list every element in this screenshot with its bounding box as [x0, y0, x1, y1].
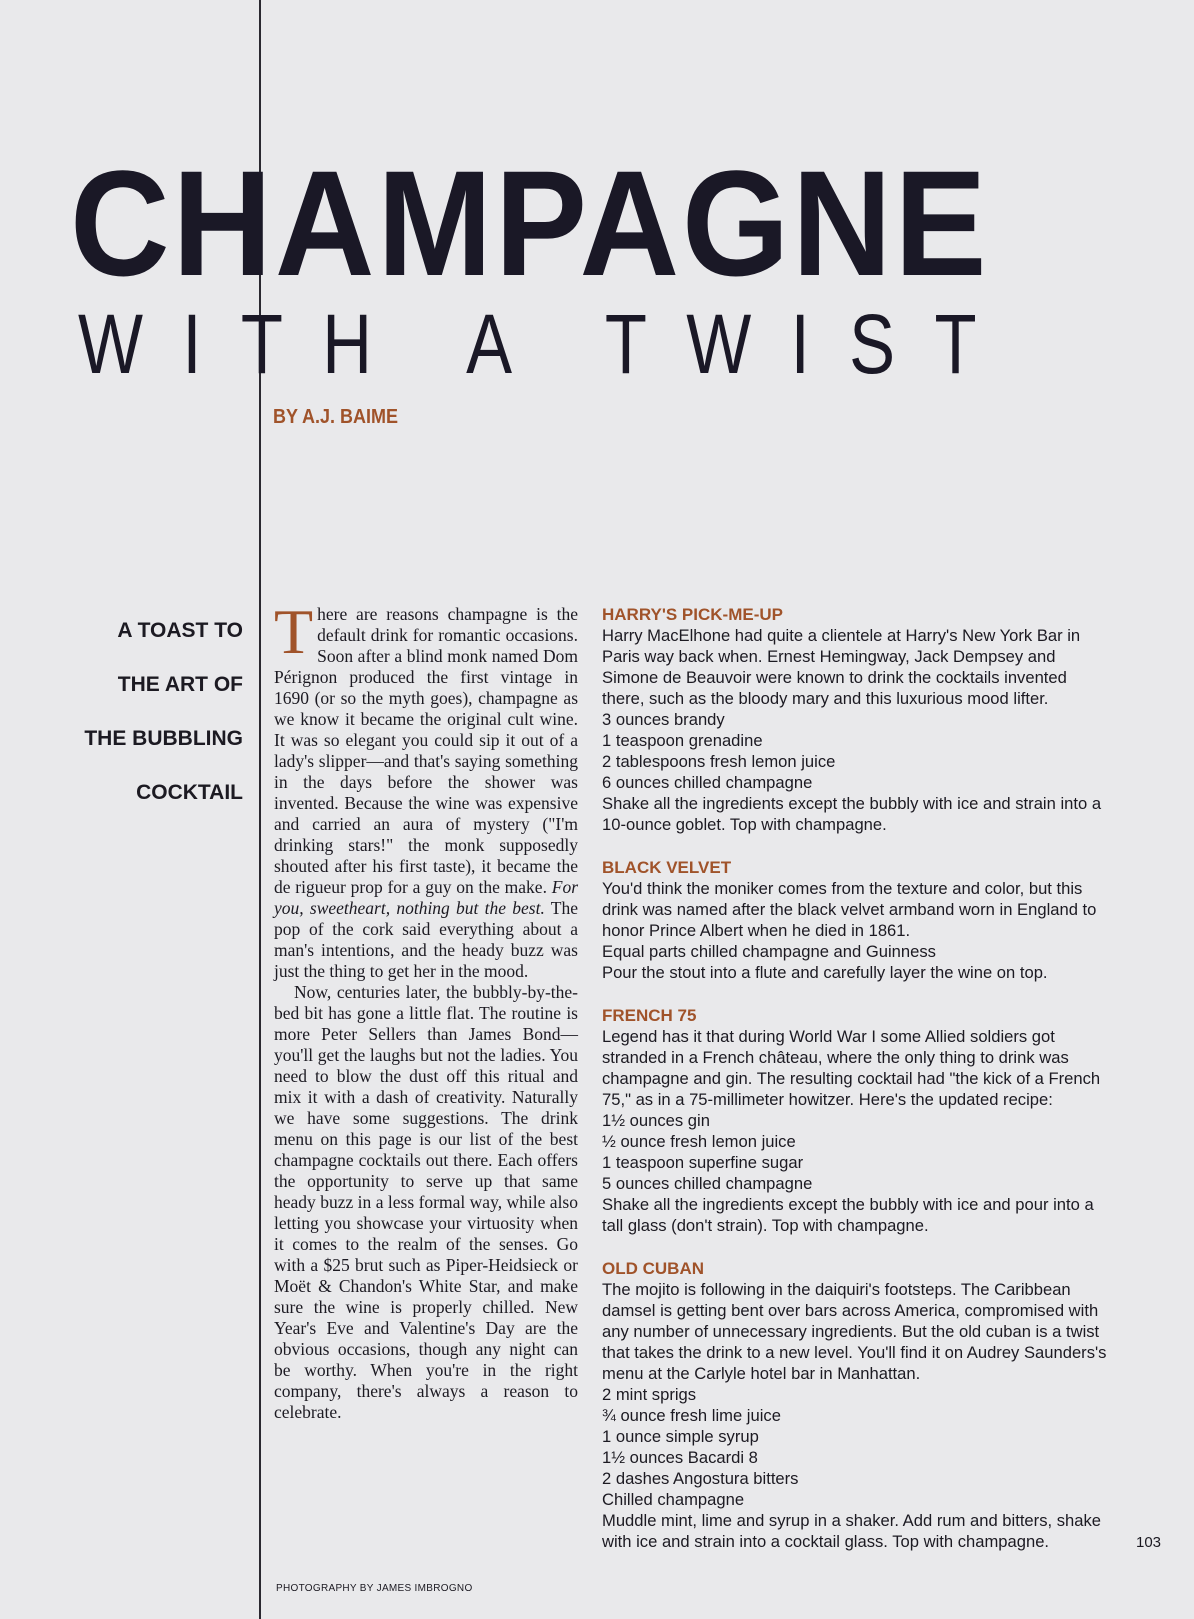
ingredient: ¾ ounce fresh lime juice	[602, 1406, 781, 1425]
recipe-title: BLACK VELVET	[602, 858, 732, 877]
subheadline: WITH A TWIST	[78, 297, 1016, 391]
deck-line: COCKTAIL	[136, 781, 243, 804]
ingredient: 6 ounces chilled champagne	[602, 773, 813, 792]
ingredient-list	[602, 709, 1107, 793]
recipe	[602, 1005, 1107, 1236]
ingredient: 1½ ounces gin	[602, 1111, 710, 1130]
recipe-intro: Harry MacElhone had quite a clientele at Harry's New York Bar in Paris way back when. Ernest Hemingway, Jack Dempsey and Simone de Beauvoir were known to drink the cocktails invented there, such as the bloody mary and this luxurious mood lifter.	[602, 626, 1081, 708]
ingredient: 2 dashes Angostura bitters	[602, 1469, 799, 1488]
paragraph-text: here are reasons champagne is the default drink for romantic occasions. Soon after a blind monk named Dom Pérignon produced the first vintage in 1690 (or so the myth goes), champagne as we know it became the original cult wine. It was so elegant you could sip it out of a lady's slipper—and that's saying something in the days before the shower was invented. Because the wine was expensive and carried an aura of mystery ("I'm drinking stars!" the monk supposedly shouted after his first taste), it became the de rigueur prop for a guy on the make.	[274, 604, 578, 897]
recipe-column	[602, 604, 1107, 1574]
recipe-intro: Legend has it that during World War I some Allied soldiers got stranded in a French château, where the only thing to drink was champagne and gin. The resulting cocktail had "the kick of a French 75," as in a 75-millimeter howitzer. Here's the updated recipe:	[602, 1027, 1101, 1109]
paragraph: Now, centuries later, the bubbly-by-the-bed bit has gone a little flat. The routine is more Peter Sellers than James Bond—you'll get the laughs but not the ladies. You need to blow the dust off this ritual and mix it with a dash of creativity. Naturally we have some suggestions. The drink menu on this page is our list of the best champagne cocktails out there. Each offers the opportunity to serve up that same heady buzz in a less formal way, while also letting you showcase your virtuosity when it comes to the realm of the senses. Go with a $25 brut such as Piper-Heidsieck or Moët & Chandon's White Star, and make sure the wine is properly chilled. New Year's Eve and Valentine's Day are the obvious occasions, though any night can be worthy. When you're in the right company, there's always a reason to celebrate.	[274, 982, 578, 1422]
recipe	[602, 604, 1107, 835]
ingredient-list	[602, 941, 1107, 962]
ingredient: ½ ounce fresh lemon juice	[602, 1132, 796, 1151]
ingredient: 1 teaspoon superfine sugar	[602, 1153, 804, 1172]
italic-quote: For you, sweetheart, nothing but the best.	[274, 877, 578, 918]
photo-credit: PHOTOGRAPHY BY JAMES IMBROGNO	[276, 1583, 473, 1594]
recipe-intro: You'd think the moniker comes from the texture and color, but this drink was named after the black velvet armband worn in England to honor Prince Albert when he died in 1861.	[602, 879, 1097, 940]
ingredient: Chilled champagne	[602, 1490, 745, 1509]
ingredient: 1½ ounces Bacardi 8	[602, 1448, 758, 1467]
ingredient-list	[602, 1110, 1107, 1194]
recipe-title: OLD CUBAN	[602, 1259, 704, 1278]
recipe	[602, 1258, 1107, 1552]
recipe-method: Shake all the ingredients except the bubbly with ice and strain into a 10-ounce goblet. Top with champagne.	[602, 794, 1102, 834]
recipe-method: Muddle mint, lime and syrup in a shaker. Add rum and bitters, shake with ice and strain into a cocktail glass. Top with champagne.	[602, 1511, 1101, 1551]
page-number: 103	[1136, 1534, 1162, 1551]
article-body	[274, 596, 578, 1423]
recipe	[602, 857, 1107, 983]
headline: CHAMPAGNE	[70, 139, 990, 307]
ingredient: Equal parts chilled champagne and Guinness	[602, 942, 936, 961]
ingredient: 5 ounces chilled champagne	[602, 1174, 813, 1193]
ingredient: 2 mint sprigs	[602, 1385, 697, 1404]
paragraph	[274, 596, 578, 982]
byline: BY A.J. BAIME	[273, 406, 399, 428]
recipe-title: HARRY'S PICK-ME-UP	[602, 605, 783, 624]
recipe-method: Shake all the ingredients except the bubbly with ice and pour into a tall glass (don't strain). Top with champagne.	[602, 1195, 1094, 1235]
paragraph-text: The pop of the cork said everything about a man's intentions, and the heady buzz was just the thing to get her in the mood.	[274, 898, 578, 981]
ingredient: 3 ounces brandy	[602, 710, 725, 729]
deck-line: THE ART OF	[117, 673, 243, 696]
drop-cap: T	[274, 596, 314, 667]
deck-line: A TOAST TO	[117, 619, 243, 642]
ingredient: 1 ounce simple syrup	[602, 1427, 759, 1446]
recipe-intro: The mojito is following in the daiquiri's footsteps. The Caribbean damsel is getting bent over bars across America, compromised with any number of unnecessary ingredients. But the old cuban is a twist that takes the drink to a new level. You'll find it on Audrey Saunders's menu at the Carlyle hotel bar in Manhattan.	[602, 1280, 1107, 1383]
deck-line: THE BUBBLING	[84, 727, 243, 750]
ingredient: 2 tablespoons fresh lemon juice	[602, 752, 836, 771]
deck	[84, 604, 243, 820]
ingredient: 1 teaspoon grenadine	[602, 731, 763, 750]
ingredient-list	[602, 1384, 1107, 1510]
recipe-title: FRENCH 75	[602, 1006, 697, 1025]
recipe-method: Pour the stout into a flute and carefully layer the wine on top.	[602, 963, 1048, 982]
